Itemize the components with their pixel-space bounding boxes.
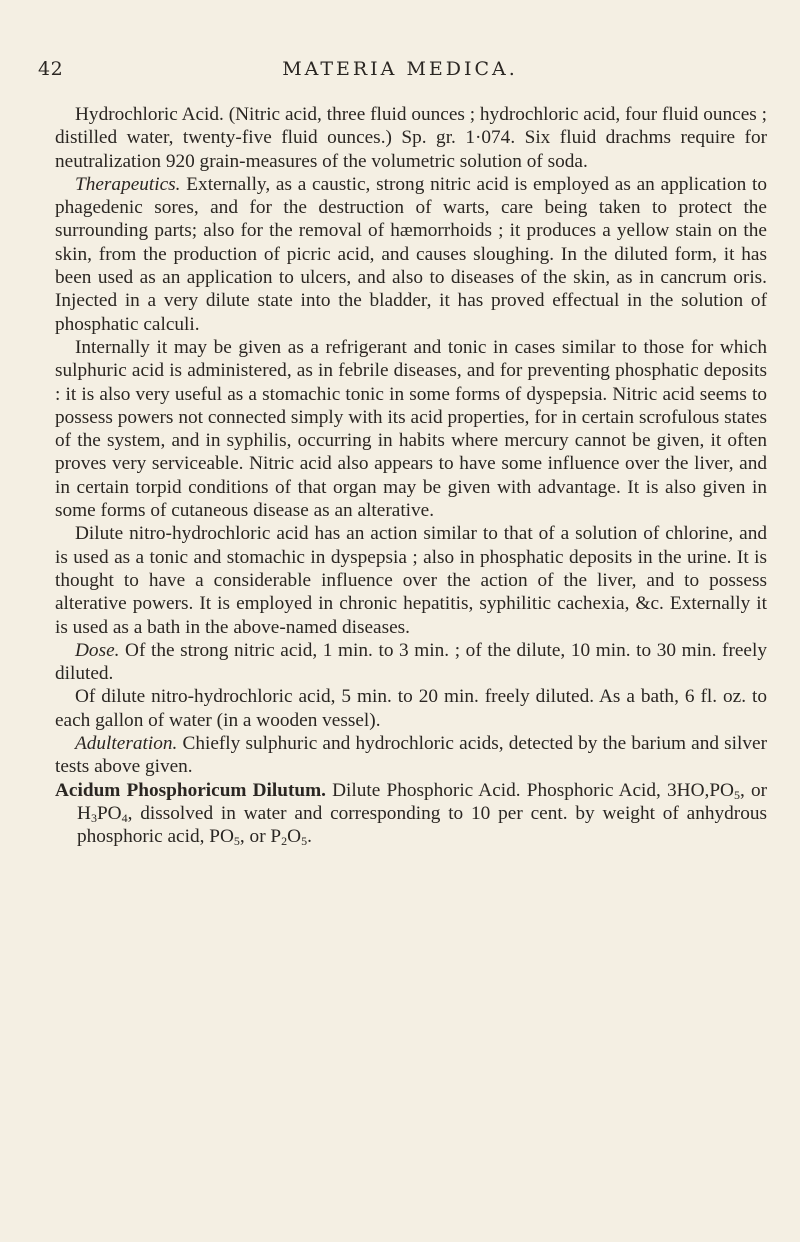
phosphoric-text-a: Dilute Phosphoric Acid. Phosphoric Acid, 3HO,PO: [326, 779, 734, 801]
paragraph-acidum-phosphoricum: [55, 779, 767, 849]
phosphoric-sub-5: 2: [281, 834, 288, 849]
dose-heading: Dose.: [75, 639, 120, 661]
adulteration-heading: Adulteration.: [75, 733, 178, 755]
phosphoric-text-e: , or P: [239, 826, 282, 848]
paragraph-dose-nitro-hydrochloric: Of dilute nitro-hydrochloric acid, 5 min. to 20 min. freely diluted. As a bath, 6 fl. oz. to each gallon of water (in a wooden vessel).: [55, 686, 767, 731]
adulteration-text: Chiefly sulphuric and hydrochloric acids, detected by the barium and silver tests above given.: [55, 733, 767, 778]
paragraph-hydrochloric-acid: Hydrochloric Acid. (Nitric acid, three fluid ounces ; hydrochloric acid, four fluid ounces ; distilled water, twenty-five fluid ounces.) Sp. gr. 1·074. Six fluid drachms require for neutralization 920 grain-measures of the volumetric solution of soda.: [55, 104, 767, 172]
phosphoric-sub-1: 5: [733, 787, 740, 802]
paragraph-dose: [55, 639, 767, 686]
page-header: [38, 58, 762, 88]
phosphoric-text-c: PO: [96, 802, 122, 824]
phosphoric-text-f: O: [287, 826, 302, 848]
therapeutics-text: Externally, as a caustic, strong nitric acid is employed as an application to phagedenic sores, and for the destruction of warts, care being taken to protect the surrounding parts; also for the removal of hæmorrhoids ; it produces a yellow stain on the skin, from the production of picric acid, and causes sloughing. In the diluted form, it has been used as an application to ulcers, and also to diseases of the skin, as in cancrum oris. Injected in a very dilute state into the bladder, it has proved effectual in the solution of phosphatic calculi.: [55, 173, 767, 335]
running-title: MATERIA MEDICA.: [282, 58, 518, 80]
phosphoric-sub-6: 5: [301, 834, 308, 849]
phosphoric-sub-3: 4: [121, 810, 128, 825]
paragraph-internally: Internally it may be given as a refrigerant and tonic in cases similar to those for which sulphuric acid is administered, as in febrile diseases, and for preventing phosphatic deposits : it is also very useful as a stomachic tonic in some forms of dyspepsia. Nitric acid seems to possess powers not connected simply with its acid properties, for in certain scrofulous states of the system, and in syphilis, occurring in habits where mercury cannot be given, it often proves very serviceable. Nitric acid also appears to have some influence over the liver, and in certain torpid conditions of that organ may be given with advantage. It is also given in some forms of cutaneous disease as an alterative.: [55, 336, 767, 522]
phosphoric-text-b: , or H: [77, 779, 768, 824]
acidum-phosphoricum-heading: Acidum Phosphoricum Dilutum.: [55, 779, 326, 801]
phosphoric-sub-2: 3: [90, 810, 97, 825]
body-text: [55, 103, 767, 849]
therapeutics-heading: Therapeutics.: [75, 173, 181, 195]
phosphoric-text-d: , dissolved in water and corresponding to 10 per cent. by weight of anhydrous phosphoric acid, PO: [77, 802, 767, 848]
paragraph-adulteration: [55, 732, 767, 779]
dose-text: Of the strong nitric acid, 1 min. to 3 min. ; of the dilute, 10 min. to 30 min. freely diluted.: [55, 639, 767, 685]
page-number: 42: [38, 58, 64, 80]
phosphoric-sub-4: 5: [233, 834, 240, 849]
paragraph-nitro-hydrochloric: Dilute nitro-hydrochloric acid has an action similar to that of a solution of chlorine, and is used as a tonic and stomachic in dyspepsia ; also in phosphatic deposits in the urine. It is thought to have a considerable influence over the action of the liver, and to possess alterative powers. It is employed in chronic hepatitis, syphilitic cachexia, &c. Externally it is used as a bath in the above-named diseases.: [55, 523, 767, 638]
phosphoric-text-g: .: [307, 826, 312, 848]
paragraph-therapeutics: [55, 173, 767, 336]
